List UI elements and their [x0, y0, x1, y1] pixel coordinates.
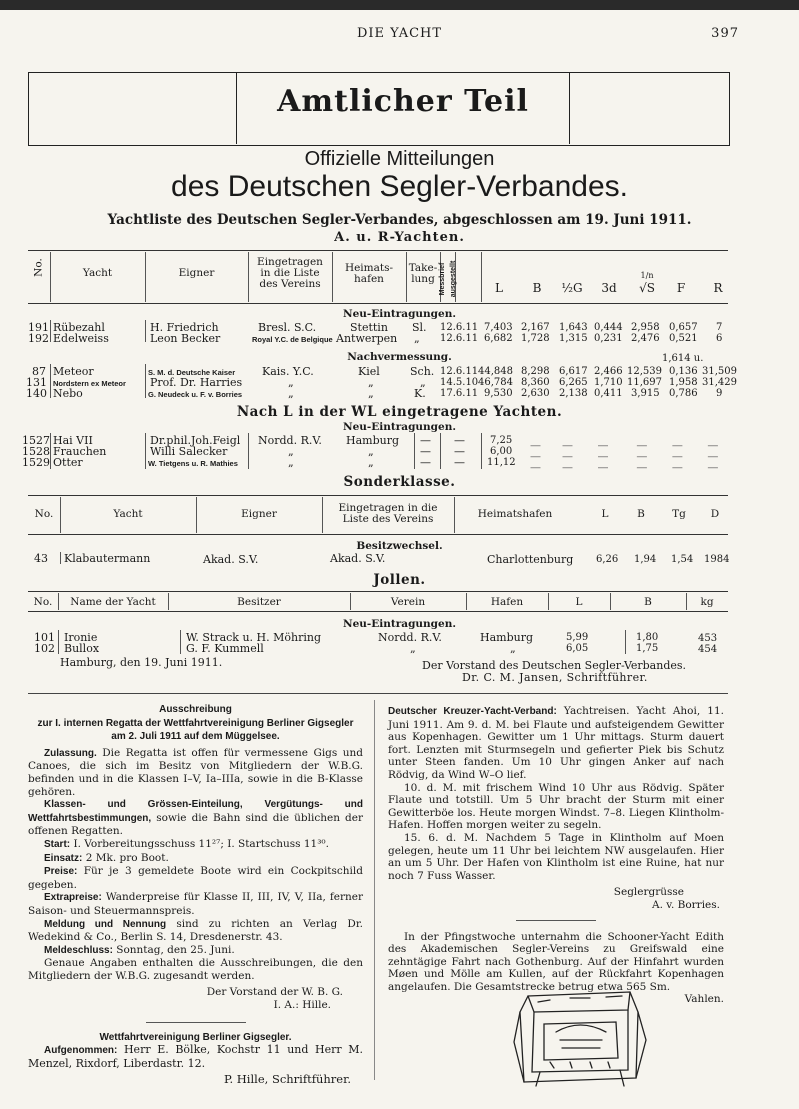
- scan-top-edge: [0, 0, 799, 10]
- header-eigner: Eigner: [178, 267, 215, 279]
- subtitle-association: des Deutschen Segler-Verbandes.: [171, 170, 628, 203]
- extrapreise-text: Wanderpreise für Klasse II, III, IV, V, IIa, ferner Saison- und Steuermannspreis.: [28, 891, 363, 917]
- header-takel-1: Take-: [408, 262, 438, 274]
- einsatz-text: 2 Mk. pro Boot.: [85, 851, 169, 864]
- section-neu-eintragungen: Neu-Eintragungen.: [342, 308, 456, 320]
- header-1n: 1/n: [640, 271, 654, 280]
- header-verein: Verein: [390, 596, 426, 608]
- header-3d: 3d: [601, 281, 617, 295]
- header-yacht: Yacht: [82, 267, 113, 279]
- wbg-board: Der Vorstand der W. B. G.: [206, 986, 343, 999]
- klintholm-text: 15. 6. d. M. Nachdem 5 Tage in Klintholm auf Moen gelegen, heute um 11 Uhr bei leichtem NW ausgelaufen. Hier an um 5 Uhr. Der Hafen von Klintholm ist eine Ruine, hat nur noch 7 Fuss Wasser.: [388, 831, 724, 882]
- borries-signature: A. v. Borries.: [652, 898, 720, 911]
- header-R: R: [713, 281, 723, 295]
- header-B: B: [644, 596, 652, 608]
- header-half-G: ½G: [561, 281, 583, 295]
- header-Tg: Tg: [672, 508, 686, 520]
- wbg-title: Wettfahrtvereinigung Berliner Gigsegler.: [99, 1031, 292, 1043]
- official-banner: [28, 72, 730, 146]
- left-column: Ausschreibung zur I. internen Regatta der Wettfahrtvereinigung Berliner Gigsegler am 2. Juli 1911 auf dem Müggelsee. Zulassung. Die Regatta ist offen für vermessene Gigs und Canoes, die sich im Besitz von Mitgliedern der W.B.G. befinden und in die Klassen I–V, Ia–IIIa, sowie in die B-Klasse gehören. Klassen- und Grössen-Einteilung, Vergütungs- und Wettfahrtsbestimmungen, sowie die Bahn sind die üblichen der offenen Regatten. Start: I. Vorbereitungsschuss 11²⁷; I. Startschuss 11³⁰. Einsatz: 2 Mk. pro Boot. Preise: Für je 3 gemeldete Boote wird ein Cockpitschild gegeben. Extrapreise: Wanderpreise für Klasse II, III, IV, V, IIa, ferner Saison- und Steuermannspreis. Meldung und Nennung sind zu richten an Verlag Dr. Wedekind & Co., Berlin S. 14, Dresdenerstr. 43. Meldeschluss: Sonntag, den 25. Juni. Genaue Angaben enthalten die Ausschreibungen, die den Mitgliedern der W.B.G. zugesandt werden. Der Vorstand der W. B. G. I. A.: Hille. Wettfahrtvereinigung Berliner Gigsegler. Aufgenommen: Herr E. Bölke, Kochstr 11 und Herr M. Menzel, Rixdorf, Liberdastr. 12. P. Hille, Schriftführer.: [28, 704, 364, 1087]
- header-root-S: √S: [639, 281, 655, 295]
- yacht-list-title: Yachtliste des Deutschen Segler-Verbandes, abgeschlossen am 19. Juni 1911.: [107, 212, 692, 228]
- second-day-text: 10. d. M. mit frischem Wind 10 Uhr aus Rödvig. Später Flaute und totstill. Um 5 Uhr bracht der Sturm mit einer Gewitterböe los. Heute morgen Windst. 7–8. Liegen Klintholm-Hafen. Hoffen morgen weiter zu segeln.: [388, 781, 724, 832]
- header-eingetragen-1: Eingetragen in die: [338, 502, 438, 514]
- right-column: Deutscher Kreuzer-Yacht-Verband: Yachtreisen. Yacht Ahoi, 11. Juni 1911. Am 9. d. M. bei Flaute und aufsteigendem Gewitter aus Kopenhagen. Gewitter um 1 Uhr mittags. Sturm dauert fort. Lenzten mit Sturmsegeln und gefierter Piek bis Schutz unter Steen fanden. Um 10 Uhr gingen Anker auf nach Rödvig, da Wind W–O lief. 10. d. M. mit frischem Wind 10 Uhr aus Rödvig. Später Flaute und totstill. Um 5 Uhr bracht der Sturm mit einer Gewitterböe los. Heute morgen Windst. 7–8. Liegen Klintholm-Hafen. Hoffen morgen weiter zu segeln. 15. 6. d. M. Nachdem 5 Tage in Klintholm auf Moen gelegen, heute um 11 Uhr bei leichtem NW ausgelaufen. Hier an um 5 Uhr. Der Hafen von Klintholm ist eine Ruine, hat nur noch 7 Fuss Wasser. Seglergrüsse A. v. Borries. In der Pfingstwoche unternahm die Schooner-Yacht Edith des Akademischen Segler-Vereins zu Greifswald eine zehntägige Fahrt nach Gothenburg. Auf der Hinfahrt wurden Møen und Mölle am Kullen, auf der Rückfahrt Kopenhagen angelaufen. Die Gesamtstrecke betrug etwa 565 Sm. Vahlen.: [388, 705, 724, 1006]
- header-yacht: Yacht: [113, 508, 143, 520]
- hamburg-date: Hamburg, den 19. Juni 1911.: [60, 656, 223, 669]
- page-number: 397: [711, 26, 739, 41]
- header-no: No.: [32, 258, 45, 277]
- meldung-text: sind zu richten an Verlag Dr. Wedekind & Co., Berlin S. 14, Dresdenerstr. 43.: [28, 917, 364, 944]
- edith-text: In der Pfingstwoche unternahm die Schooner-Yacht Edith des Akademischen Segler-Vereins zu Greifswald eine zehntägige Fahrt nach Gothenburg. Auf der Hinfahrt wurden Møen und Mölle am Kullen, auf der Rückfahrt Kopenhagen angelaufen. Die Gesamtstrecke betrug etwa 565 Sm.: [388, 930, 724, 993]
- start-text: I. Vorbereitungsschuss 11²⁷; I. Startschuss 11³⁰.: [73, 837, 329, 850]
- vahlen-signature: Vahlen.: [684, 993, 724, 1006]
- header-eingetragen-2: in die Liste: [260, 267, 320, 279]
- meldeschluss-text: Sonntag, den 25. Juni.: [116, 943, 235, 956]
- header-L: L: [495, 281, 503, 295]
- yacht-class-title: A. u. R-Yachten.: [334, 230, 465, 245]
- journal-title: DIE YACHT: [356, 26, 443, 41]
- header-messbrief: Messbrief ausgestellt: [439, 260, 457, 298]
- header-eingetragen-3: des Vereins: [259, 278, 321, 290]
- header-heimat-2: hafen: [354, 273, 384, 285]
- wbg-hille: I. A.: Hille.: [273, 999, 331, 1012]
- header-no: No.: [34, 508, 54, 520]
- header-heimatshafen: Heimatshafen: [477, 508, 553, 520]
- column-divider: [28, 693, 728, 694]
- header-besitzer: Besitzer: [237, 596, 281, 608]
- header-D: D: [710, 508, 720, 520]
- header-kg: kg: [700, 596, 714, 608]
- greeting: Seglergrüsse: [613, 886, 684, 899]
- genaue-text: Genaue Angaben enthalten die Ausschreibungen, die den Mitgliedern der W.B.G. zugesandt werden.: [28, 957, 363, 982]
- header-eingetragen-1: Eingetragen: [257, 256, 323, 268]
- column-separator: [374, 700, 375, 1080]
- yachtreisen-text: Yachtreisen. Yacht Ahoi, 11. Juni 1911. Am 9. d. M. bei Flaute und aufsteigendem Gewitter aus Kopenhagen. Gewitter um 1 Uhr mittags. Sturm dauert fort. Lenzten mit Sturmsegeln und gefierter Piek bis Schutz unter Steen fanden. Um 10 Uhr gingen Anker auf nach Rödvig, da Wind W–O lief.: [388, 705, 724, 781]
- header-eingetragen-2: Liste des Vereins: [342, 513, 434, 525]
- ausschreibung-title: Ausschreibung: [159, 704, 232, 715]
- header-hafen: Hafen: [490, 596, 524, 608]
- preise-text: Für je 3 gemeldete Boote wird ein Cockpitschild gegeben.: [28, 865, 363, 891]
- header-heimat-1: Heimats-: [344, 262, 394, 274]
- aufgenommen-text: Herr E. Bölke, Kochstr 11 und Herr M. Menzel, Rixdorf, Liberdastr. 12.: [28, 1043, 364, 1070]
- header-B: B: [532, 281, 542, 295]
- header-L: L: [575, 596, 583, 608]
- section-nachvermessung: Nachvermessung.: [347, 351, 452, 363]
- zulassung-text: Die Regatta ist offen für vermessene Gigs und Canoes, die sich im Besitz von Mitgliedern der W.B.G. befinden und in die Klassen I–V, Ia–IIIa, sowie in die B-Klasse gehören.: [28, 746, 363, 798]
- header-takel-2: lung: [411, 273, 435, 285]
- banner-title: Amtlicher Teil: [277, 84, 529, 119]
- header-no: No.: [33, 596, 53, 608]
- header-name: Name der Yacht: [70, 596, 156, 608]
- cockpit-sketch-illustration: [510, 982, 650, 1090]
- header-eigner: Eigner: [241, 508, 277, 520]
- wl-section-title: Nach L in der WL eingetragene Yachten.: [236, 404, 563, 420]
- subtitle-official: Offizielle Mitteilungen: [304, 148, 495, 170]
- extra-value: 1,614 u.: [662, 353, 704, 364]
- jollen-title: Jollen.: [373, 572, 426, 588]
- dsv-board: Der Vorstand des Deutschen Segler-Verbandes.: [422, 659, 687, 672]
- section-besitzwechsel: Besitzwechsel.: [356, 540, 443, 552]
- header-B: B: [637, 508, 645, 520]
- regatta-date: am 2. Juli 1911 auf dem Müggelsee.: [111, 731, 280, 743]
- header-F: F: [676, 281, 686, 295]
- sonderklasse-title: Sonderklasse.: [343, 474, 456, 490]
- klassen-text: sowie die Bahn sind die üblichen der offenen Regatten.: [28, 811, 364, 838]
- dsv-secretary: Dr. C. M. Jansen, Schriftführer.: [462, 671, 648, 684]
- regatta-title: zur I. internen Regatta der Wettfahrtvereinigung Berliner Gigsegler: [37, 717, 354, 729]
- header-L: L: [601, 508, 609, 520]
- section-neu-eintragungen: Neu-Eintragungen.: [342, 618, 456, 630]
- section-neu-eintragungen: Neu-Eintragungen.: [342, 421, 456, 433]
- wbg-secretary: P. Hille, Schriftführer.: [224, 1072, 351, 1087]
